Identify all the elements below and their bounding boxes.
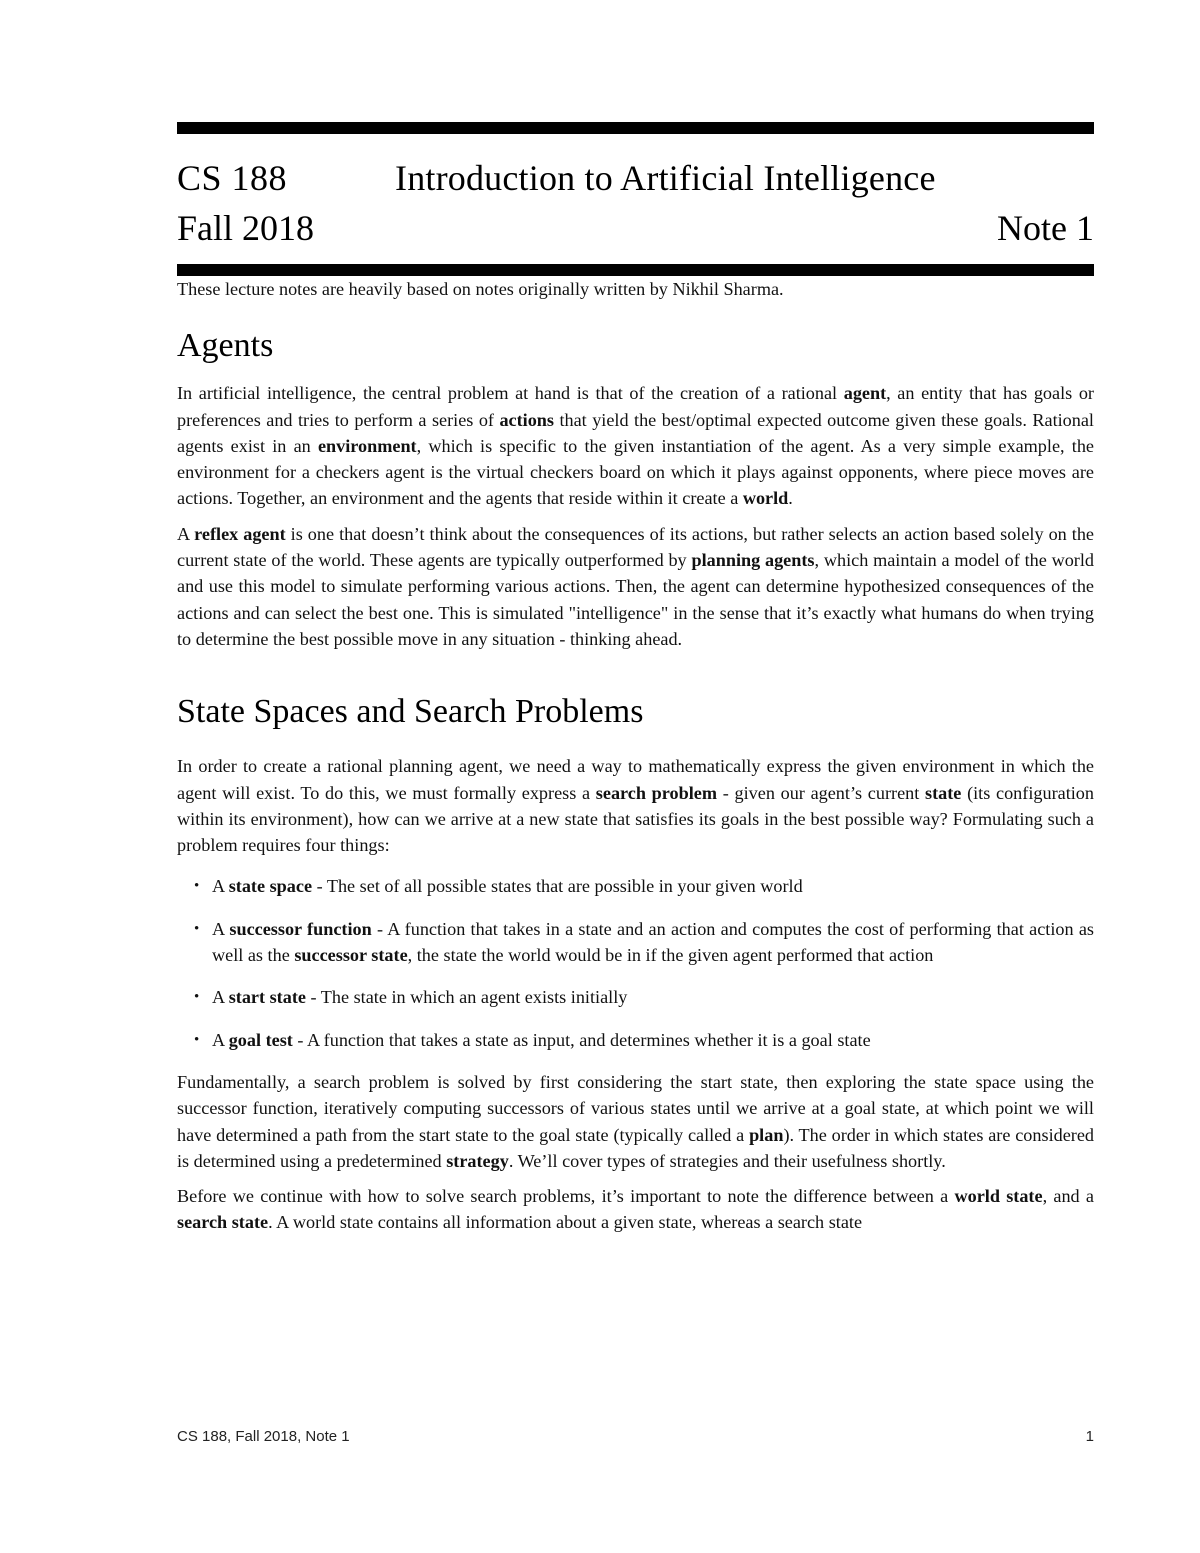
bold-term: agent xyxy=(843,383,887,404)
bold-term: actions xyxy=(499,409,554,430)
attribution: These lecture notes are heavily based on notes originally written by Nikhil Sharma. xyxy=(177,279,784,299)
agents-paragraph-2: A reflex agent is one that doesn’t think about the consequences of its actions, but rather selects an action based solely on the current state of the world. These agents are typically outperformed by planning agents, which maintain a model of the world and use this model to simulate performing various actions. Then, the agent can determine hypothesized consequences of the actions and can select the best one. This is simulated "intelligence" in the sense that it’s exactly what humans do when trying to determine the best possible move in any situation - thinking ahead. xyxy=(177,523,1095,649)
list-item-text: A goal test - A function that takes a state as input, and determines whether it is a goal state xyxy=(212,1029,871,1050)
bold-term: start state xyxy=(228,987,306,1008)
bold-term: successor function xyxy=(229,918,372,939)
state-spaces-paragraph-2: Fundamentally, a search problem is solved by first considering the start state, then exploring the state space using the successor function, iteratively computing successors of various states until we arrive at a goal state, at which point we will have determined a path from the start state to the goal state (typically called a plan). The order in which states are considered is determined using a predetermined strategy. We’ll cover types of strategies and their usefulness shortly. xyxy=(177,1071,1095,1171)
search-problem-requirements-list xyxy=(177,873,1094,1052)
bold-term: search state xyxy=(177,1212,269,1233)
bullet-icon: • xyxy=(194,920,200,937)
bold-term: reflex agent xyxy=(194,523,286,544)
list-item xyxy=(194,984,1094,1010)
bullet-icon: • xyxy=(194,989,200,1006)
state-spaces-paragraph-1: In order to create a rational planning agent, we need a way to mathematically express the given environment in which the agent will exist. To do this, we must formally express a search problem - given our agent’s current state (its configuration within its environment), how can we arrive at a new state that satisfies its goals in the best possible way? Formulating such a problem requires four things: xyxy=(177,756,1094,856)
note-number: Note 1 xyxy=(997,208,1094,248)
bullet-icon: • xyxy=(194,878,200,895)
document-page xyxy=(177,122,1094,1236)
bold-term: goal test xyxy=(228,1029,293,1050)
bullet-icon: • xyxy=(194,1031,200,1048)
bold-term: state space xyxy=(228,876,313,897)
bold-term: strategy xyxy=(446,1150,509,1171)
list-item xyxy=(194,916,1094,969)
list-item xyxy=(194,873,1094,899)
agents-paragraph-1: In artificial intelligence, the central problem at hand is that of the creation of a rational agent, an entity that has goals or preferences and tries to perform a series of actions that yield the best/optimal expected outcome given these goals. Rational agents exist in an environment, which is specific to the given instantiation of the agent. As a very simple example, the environment for a checkers agent is the virtual checkers board on which it plays against opponents, where piece moves are actions. Together, an environment and the agents that reside within it create a world. xyxy=(177,383,1094,509)
list-item-text: A start state - The state in which an agent exists initially xyxy=(212,987,628,1008)
bold-term: state xyxy=(925,782,962,803)
course-code: CS 188 xyxy=(177,158,288,198)
bold-term: search problem xyxy=(595,782,718,803)
section-heading-agents: Agents xyxy=(177,327,274,365)
header-top-rule xyxy=(177,122,1094,134)
bold-term: plan xyxy=(749,1124,784,1145)
state-spaces-paragraph-3: Before we continue with how to solve search problems, it’s important to note the difference between a world state, and a search state. A world state contains all information about a given state, whereas a search state xyxy=(177,1186,1094,1233)
bold-term: world state xyxy=(954,1186,1043,1207)
footer-note-label: CS 188, Fall 2018, Note 1 xyxy=(177,1428,350,1445)
bold-term: planning agents xyxy=(691,550,815,571)
bold-term: environment xyxy=(317,435,417,456)
list-item-text: A state space - The set of all possible states that are possible in your given world xyxy=(212,876,803,897)
page-number: 1 xyxy=(1085,1428,1094,1445)
list-item xyxy=(194,1027,1094,1053)
term: Fall 2018 xyxy=(177,208,315,248)
section-heading-state-spaces: State Spaces and Search Problems xyxy=(177,693,644,731)
header-row-top xyxy=(177,160,1094,196)
course-title: Introduction to Artificial Intelligence xyxy=(395,158,936,198)
header-bottom-rule xyxy=(177,264,1094,276)
list-item-text: A successor function - A function that takes in a state and an action and computes the cost of performing that action as well as the successor state, the state the world would be in if the given agent performed that action xyxy=(212,918,1094,966)
bold-term: successor state xyxy=(294,945,408,966)
header-row-bottom xyxy=(177,210,1094,246)
bold-term: world xyxy=(742,488,789,509)
page-footer xyxy=(177,1428,1094,1445)
